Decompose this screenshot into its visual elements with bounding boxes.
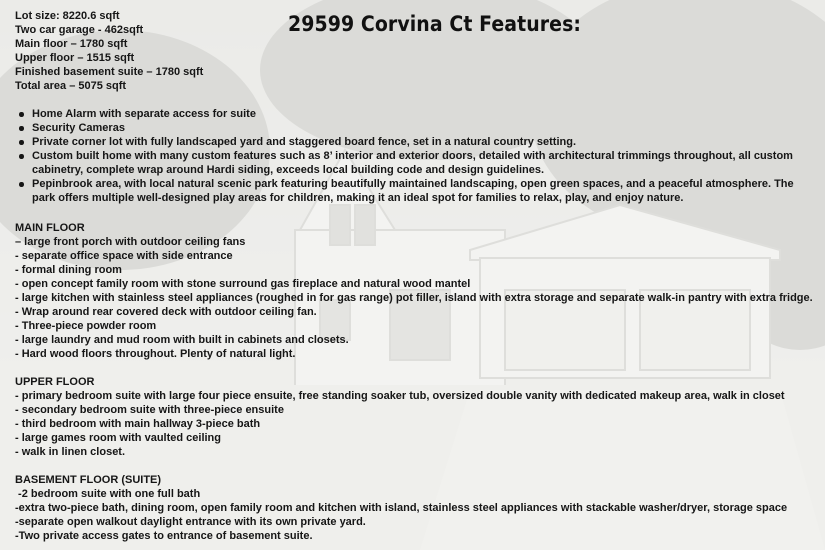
page-title: 29599 Corvina Ct Features: bbox=[288, 12, 582, 36]
list-item: - large kitchen with stainless steel appliances (roughed in for gas range) pot filler, island with extra storage and separate walk-in pantry with extra fridge. bbox=[15, 292, 813, 304]
highlight-item: Custom built home with many custom features such as 8’ interior and exterior doors, detailed with architectural trimmings throughout, all custom cabinetry, complete wrap around Hardi siding, exceeds local building code and design guidelines. bbox=[15, 149, 815, 177]
main-floor-section bbox=[15, 221, 815, 361]
highlights-list bbox=[15, 107, 815, 205]
list-item: -separate open walkout daylight entrance with its own private yard. bbox=[15, 516, 366, 528]
list-item: - Hard wood floors throughout. Plenty of natural light. bbox=[15, 348, 296, 360]
list-item: - large games room with vaulted ceiling bbox=[15, 432, 221, 444]
list-item: – large front porch with outdoor ceiling fans bbox=[15, 236, 246, 248]
list-item: - secondary bedroom suite with three-piece ensuite bbox=[15, 404, 284, 416]
list-item: - open concept family room with stone surround gas fireplace and natural wood mantel bbox=[15, 278, 471, 290]
highlight-item: Home Alarm with separate access for suite bbox=[15, 107, 815, 121]
section-heading: BASEMENT FLOOR (SUITE) bbox=[15, 474, 162, 486]
list-item: -Two private access gates to entrance of basement suite. bbox=[15, 530, 313, 542]
section-heading: UPPER FLOOR bbox=[15, 376, 95, 388]
list-item: - formal dining room bbox=[15, 264, 122, 276]
stat-upper-floor: Upper floor – 1515 sqft bbox=[15, 52, 135, 64]
stat-garage: Two car garage - 462sqft bbox=[15, 24, 144, 36]
stat-total-area: Total area – 5075 sqft bbox=[15, 80, 127, 92]
stat-basement: Finished basement suite – 1780 sqft bbox=[15, 66, 204, 78]
list-item: - primary bedroom suite with large four piece ensuite, free standing soaker tub, oversized double vanity with dedicated makeup area, walk in closet bbox=[15, 390, 785, 402]
list-item: - Three-piece powder room bbox=[15, 320, 157, 332]
list-item: - separate office space with side entrance bbox=[15, 250, 233, 262]
highlight-item: Pepinbrook area, with local natural scenic park featuring beautifully maintained landscaping, open green spaces, and a peaceful atmosphere. The park offers multiple well-designed play areas for children, making it an ideal spot for families to relax, play, and enjoy nature. bbox=[15, 177, 815, 205]
list-item: - Wrap around rear covered deck with outdoor ceiling fan. bbox=[15, 306, 317, 318]
stat-lot-size: Lot size: 8220.6 sqft bbox=[15, 10, 120, 22]
upper-floor-section bbox=[15, 375, 815, 459]
list-item: -extra two-piece bath, dining room, open family room and kitchen with island, stainless steel appliances with stackable washer/dryer, storage space bbox=[15, 502, 788, 514]
property-stats bbox=[15, 9, 275, 93]
list-item: - third bedroom with main hallway 3-piece bath bbox=[15, 418, 261, 430]
section-heading: MAIN FLOOR bbox=[15, 222, 85, 234]
highlight-item: Private corner lot with fully landscaped yard and staggered board fence, set in a natural country setting. bbox=[15, 135, 815, 149]
stat-main-floor: Main floor – 1780 sqft bbox=[15, 38, 128, 50]
highlight-item: Security Cameras bbox=[15, 121, 815, 135]
list-item: - walk in linen closet. bbox=[15, 446, 126, 458]
list-item: - large laundry and mud room with built in cabinets and closets. bbox=[15, 334, 349, 346]
basement-floor-section bbox=[15, 473, 815, 543]
list-item: -2 bedroom suite with one full bath bbox=[15, 488, 201, 500]
